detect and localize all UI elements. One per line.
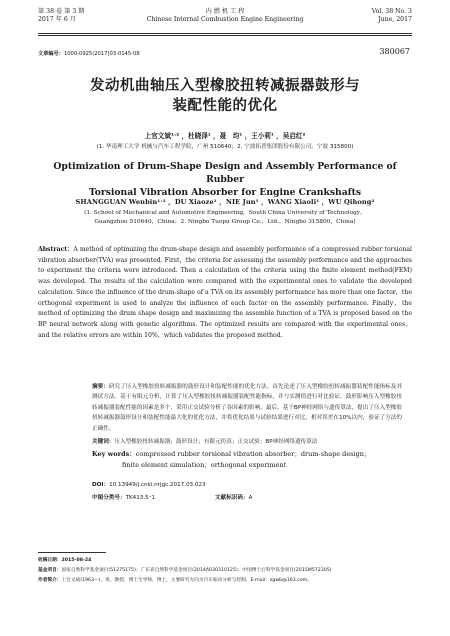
document-identifier: [215, 493, 252, 501]
clc-label: 中图分类号：: [92, 495, 126, 501]
date-en: June, 2017: [378, 16, 412, 23]
abstract-cn: [92, 382, 402, 434]
footnote-fund: [38, 567, 412, 575]
keywords-cn-text: 压入型橡胶扭转减振器；鼓形设计；有限元仿真；正交试验；BP神经网络遗传算法: [114, 439, 318, 445]
authors-en: SHANGGUAN Wenbin¹˒² ，DU Xiaoze¹ ，NIE Jun¹ ，WANG Xiaoli¹ ，WU Qihong²: [75, 198, 375, 206]
keywords-cn: [92, 437, 402, 445]
header-center: [38, 8, 412, 24]
abstract-en-text: A method of optimizing the drum-shape design and assembly performance of a compressed rubber torsional vibration absorber(TVA) was presented. First，the criteria for assessing the assembly performance and the approaches to experiment the criteria were introduced. Then a calculation of the criteria using the finite element method(FEM) was developed. The results of the calculation were compared with the experimental ones to validate the developed calculation. Since the influence of the drum-shape of a TVA on its assembly performance has more than one factor，the orthogonal experiment is used to analyze the influence of each factor on the assembly performance. Finally，the method of optimizing the drum shape design and maximizing the assemble function of a TVA is proposed based on the BP neural network along with genetic algorithms. The optimized results are compared with the experimental ones，and the relative errors are within 10%，which validates the proposed method.: [38, 246, 412, 339]
date-cn: 2017 年 6 月: [38, 16, 76, 23]
title-cn-line1: 发动机曲轴压入型橡胶扭转减振器鼓形与: [90, 78, 360, 94]
abstract-cn-text: 研究了压入型橡胶扭转减振器的鼓形设计和装配性能的优化方法。首先论述了压入型橡胶扭转减振器装配性能指标及其测试方法。基于有限元分析，计算了压入型橡胶扭转减振器装配性能指标，并与实测值进行对比验证。鼓形影响压入型橡胶扭转减振器装配性能的因素是多个，采用正交试验分析了各因素的影响。最后，基于BP神经网络与遗传算法，提出了压入型橡胶扭转减振器鼓形设计和装配性能最大化的优化方法，并将优化结果与试验结果进行对比，相对误差在10%以内，验证了方法的正确性。: [92, 384, 402, 432]
abstract-cn-label: 摘要：: [92, 384, 109, 390]
affiliation-en-line2: Guangzhou 510640，China；2. Ningbo Tuopu Group Co.，Ltd.，Ningbo 315800，China): [94, 219, 356, 225]
journal-name-en: Chinese Internal Combustion Engine Engineering: [146, 16, 304, 23]
document-code: 380067: [379, 47, 410, 56]
volume-cn: 第 38 卷 第 3 期: [38, 8, 85, 15]
affiliation-en-line1: (1. School of Mechanical and Automotive Engineering，South China University of Technology，: [84, 210, 366, 216]
abstract-en-label: Abstract：: [38, 246, 74, 253]
title-en-line1: Optimization of Drum-Shape Design and Assembly Performance of Rubber: [53, 161, 397, 185]
footnote-rule: [38, 552, 106, 553]
doi-value: 10.13949/j.cnki.nrjgc.2017.03.023: [109, 482, 206, 488]
authors-cn: 上官文斌¹˒² ，杜晓泽¹ ，聂 均¹ ，王小莉¹ ，吴启红²: [144, 132, 306, 140]
keywords-en-line1: compressed rubber torsional vibration absorber；drum-shape design；: [135, 450, 371, 458]
clc-value: TK413.5⁺1: [125, 495, 156, 501]
clc-number: [92, 493, 155, 501]
keywords-cn-label: 关键词：: [92, 439, 115, 445]
abstract-en: [38, 245, 412, 341]
article-number-value: 1000-0925(2017)03-0145-08: [63, 51, 140, 57]
doc-code-value: A: [248, 495, 253, 501]
article-number: [38, 50, 140, 57]
keywords-en: [92, 449, 402, 471]
header-right: [372, 8, 412, 24]
author-value: 上官文斌(1963—)，男，教授，博士生导师，博士，主要研究方向为汽车振动分析与控制，E-mail：sgwb@163.com。: [61, 578, 312, 583]
fund-value: 国家自然科学基金项目(51275175)；广东省自然科学基金项目(2014A030310125)；中国博士后科学基金项目(2015M572305): [61, 568, 332, 573]
header-rule-secondary: [38, 35, 412, 36]
received-value: 2015-08-24: [61, 558, 92, 563]
journal-name-cn: 内 燃 机 工 程: [205, 8, 245, 15]
fund-label: 基金项目：: [38, 568, 62, 573]
received-label: 收稿日期：: [38, 558, 62, 563]
running-header: [38, 8, 412, 34]
footnote-author: [38, 577, 412, 585]
author-label: 作者简介：: [38, 578, 62, 583]
title-en-line2: Torsional Vibration Absorber for Engine Crankshafts: [88, 187, 362, 198]
footnote-received: [38, 557, 412, 565]
volume-en: Vol. 38 No. 3: [371, 8, 412, 15]
doi: [92, 480, 206, 488]
keywords-en-line2: finite element simulation；orthogonal experiment: [122, 461, 287, 469]
title-cn-line2: 装配性能的优化: [172, 98, 278, 114]
affiliation-en: [60, 209, 390, 227]
article-number-label: 文章编号：: [38, 51, 64, 57]
affiliation-cn: (1. 华南理工大学 机械与汽车工程学院，广州 510640；2. 宁波拓普集团股份有限公司，宁波 315800): [96, 144, 354, 150]
keywords-en-label: Key words：: [92, 450, 136, 458]
title-en: [40, 160, 410, 199]
doi-label: DOI：: [92, 482, 110, 488]
doc-code-label: 文献标识码：: [215, 495, 249, 501]
header-rule: [38, 33, 412, 34]
